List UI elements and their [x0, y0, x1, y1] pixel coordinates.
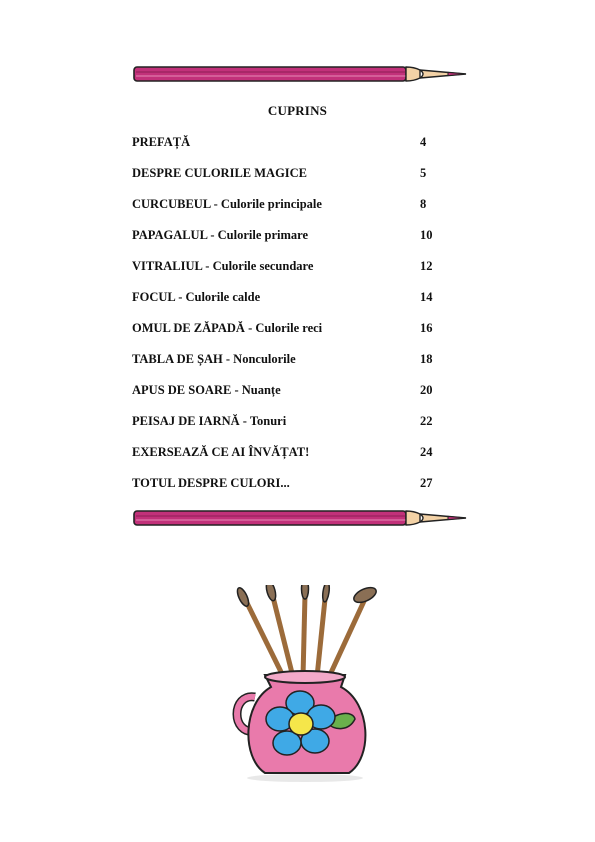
toc-page-number: 18 — [420, 352, 433, 366]
toc-entry-title: PAPAGALUL — [132, 228, 208, 242]
toc-page-number: 20 — [420, 383, 433, 397]
toc-entry — [132, 383, 442, 414]
toc-title: CUPRINS — [267, 103, 328, 118]
toc-entry-title: PREFAȚĂ — [132, 135, 191, 149]
toc-page-number: 14 — [420, 290, 433, 304]
toc-page-number: 4 — [420, 135, 427, 149]
toc-entry-title: APUS DE SOARE — [132, 383, 232, 397]
paint-brushes-jar-icon — [225, 585, 390, 785]
toc-entry — [132, 290, 442, 321]
toc-entry-subtitle: - Culorile calde — [175, 290, 261, 304]
pencil-icon — [130, 506, 470, 530]
toc-entry — [132, 414, 442, 445]
toc-entry-subtitle: - Nonculorile — [222, 352, 296, 366]
toc-entry — [132, 197, 442, 228]
toc-page-number: 12 — [420, 259, 433, 273]
toc-page-number: 16 — [420, 321, 433, 335]
toc-page-number: 24 — [420, 445, 433, 459]
toc-entry-subtitle: - Tonuri — [239, 414, 287, 428]
toc-entry-subtitle: - Culorile reci — [244, 321, 323, 335]
toc-page-number: 5 — [420, 166, 427, 180]
toc-entry-title: OMUL DE ZĂPADĂ — [132, 321, 245, 335]
toc-entry-title: VITRALIUL — [132, 259, 203, 273]
toc-entry-title: EXERSEAZĂ CE AI ÎNVĂȚAT! — [132, 445, 310, 459]
toc-entry-title: TABLA DE ȘAH — [132, 352, 223, 366]
toc-entry-subtitle: - Culorile principale — [210, 197, 322, 211]
toc-entry — [132, 476, 442, 507]
toc-entry — [132, 352, 442, 383]
toc-entry-subtitle: - Culorile primare — [207, 228, 309, 242]
toc-entry — [132, 228, 442, 259]
toc-list — [132, 135, 442, 507]
toc-entry-title: FOCUL — [132, 290, 176, 304]
toc-entry-title: CURCUBEUL — [132, 197, 211, 211]
toc-entry-title: DESPRE CULORILE MAGICE — [132, 166, 308, 180]
toc-entry — [132, 321, 442, 352]
toc-entry-subtitle: - Nuanțe — [231, 383, 281, 397]
toc-entry-subtitle: - Culorile secundare — [202, 259, 314, 273]
toc-page-number: 8 — [420, 197, 427, 211]
toc-page-number: 10 — [420, 228, 433, 242]
toc-entry — [132, 135, 442, 166]
toc-entry-title: PEISAJ DE IARNĂ — [132, 414, 240, 428]
pencil-icon — [130, 62, 470, 86]
toc-entry — [132, 166, 442, 197]
toc-page-number: 27 — [420, 476, 433, 490]
toc-entry — [132, 445, 442, 476]
toc-entry — [132, 259, 442, 290]
toc-entry-title: TOTUL DESPRE CULORI... — [132, 476, 290, 490]
toc-page-number: 22 — [420, 414, 433, 428]
